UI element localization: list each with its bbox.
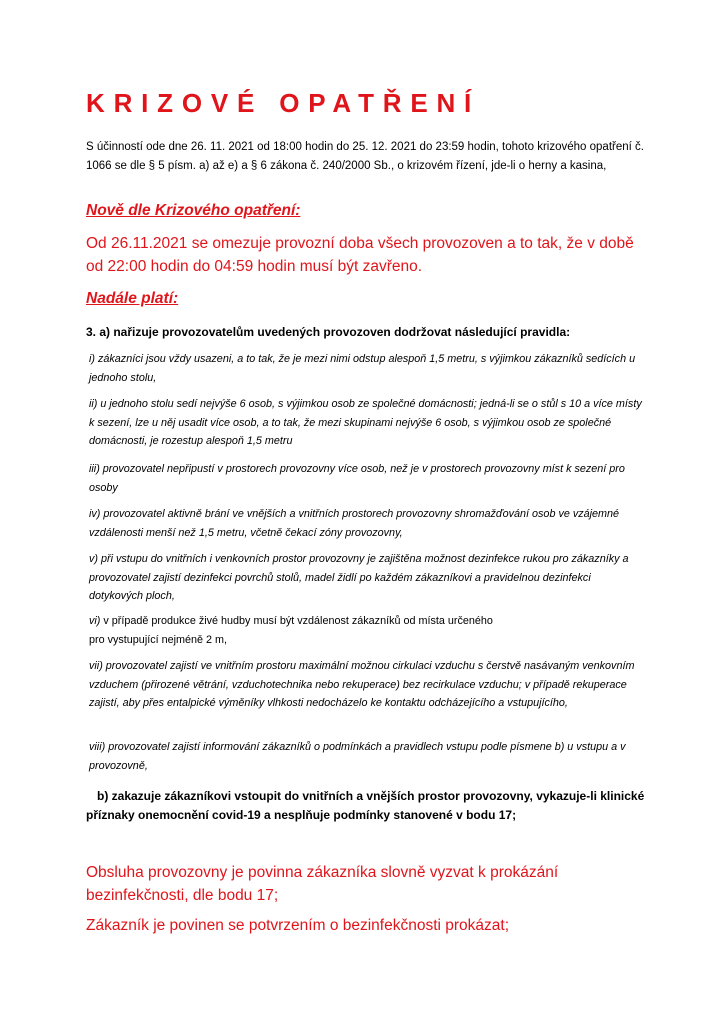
rule-item-ii: ii) u jednoho stolu sedí nejvýše 6 osob, s výjimkou osob ze společné domácnosti; jedná-li se o stůl s 10 a více místy k sezení, lze u něj usadit více osob, a to tak, že mezi skupinami nejvýše 6 osob, s výjimkou osob ze společné domácnosti, je rozestup alespoň 1,5 metru (89, 398, 642, 448)
document-title: KRIZOVÉ OPATŘENÍ (86, 88, 481, 118)
new-measure-heading: Nově dle Krizového opatření: (86, 202, 301, 219)
intro-paragraph: S účinností ode dne 26. 11. 2021 od 18:00 hodin do 25. 12. 2021 do 23:59 hodin, tohoto krizového opatření č. 1066 se dle § 5 písm. a) až e) a § 6 zákona č. 240/2000 Sb., o krizovém řízení, jde-li o herny a kasina, (86, 141, 644, 172)
point-b-content: b) zakazuje zákazníkovi vstoupit do vnitřních a vnějších prostor provozovny, vykazuje-li klinické příznaky onemocnění covid-19 a nesplňuje podmínky stanovené v bodu 17; (86, 789, 645, 822)
new-measure-text: Od 26.11.2021 se omezuje provozní doba všech provozoven a to tak, že v době od 22:00 hodin do 04:59 hodin musí být zavřeno. (86, 235, 634, 275)
rule-item-vii: vii) provozovatel zajistí ve vnitřním prostoru maximální možnou cirkulaci vzduchu s čerstvě nasávaným venkovním vzduchem (přirozené větrání, vzduchotechnika nebo rekuperace) bez recirkulace vzduchu; v případě rekuperace zajistí, aby přes entalpické výměníky vlhkosti nedocházelo ke kontaktu odcházejícího a vstupujícího, (89, 660, 635, 710)
rule-item-vi-line2: pro vystupující nejméně 2 m, (89, 633, 228, 646)
rule-item-vi-prefix: vi) (89, 615, 101, 627)
still-valid-heading: Nadále platí: (86, 290, 179, 307)
customer-notice: Zákazník je povinen se potvrzením o bezinfekčnosti prokázat; (86, 917, 510, 934)
rule-item-i: i) zákazníci jsou vždy usazeni, a to tak, že je mezi nimi odstup alespoň 1,5 metru, s výjimkou zákazníků sedících u jednoho stolu, (89, 353, 636, 384)
section-3-heading: 3. a) nařizuje provozovatelům uvedených provozoven dodržovat následující pravidla: (86, 325, 571, 339)
rule-item-vi (89, 612, 644, 649)
staff-notice: Obsluha provozovny je povinna zákazníka slovně vyzvat k prokázání bezinfekčnosti, dle bodu 17; (86, 864, 559, 904)
rule-item-iv: iv) provozovatel aktivně brání ve vnějších a vnitřních prostorech provozovny shromažďování osob ve vzájemné vzdálenosti menší než 1,5 metru, včetně čekací zóny provozovny, (89, 508, 620, 539)
rule-item-viii: viii) provozovatel zajistí informování zákazníků o podmínkách a pravidlech vstupu podle písmene b) u vstupu a v provozovně, (89, 741, 626, 772)
rule-item-v: v) při vstupu do vnitřních i venkovních prostor provozovny je zajištěna možnost dezinfekce rukou pro zákazníky a provozovatel zajistí dezinfekci povrchů stolů, madel židlí po každém zákazníkovi a pravidelnou dezinfekci dotykových ploch, (89, 553, 629, 603)
rule-item-iii: iii) provozovatel nepřipustí v prostorech provozovny více osob, než je v prostorech provozovny míst k sezení pro osoby (89, 463, 625, 494)
rule-item-vi-line1: v případě produkce živé hudby musí být vzdálenost zákazníků od místa určeného (100, 615, 493, 627)
point-b-text (86, 787, 646, 825)
